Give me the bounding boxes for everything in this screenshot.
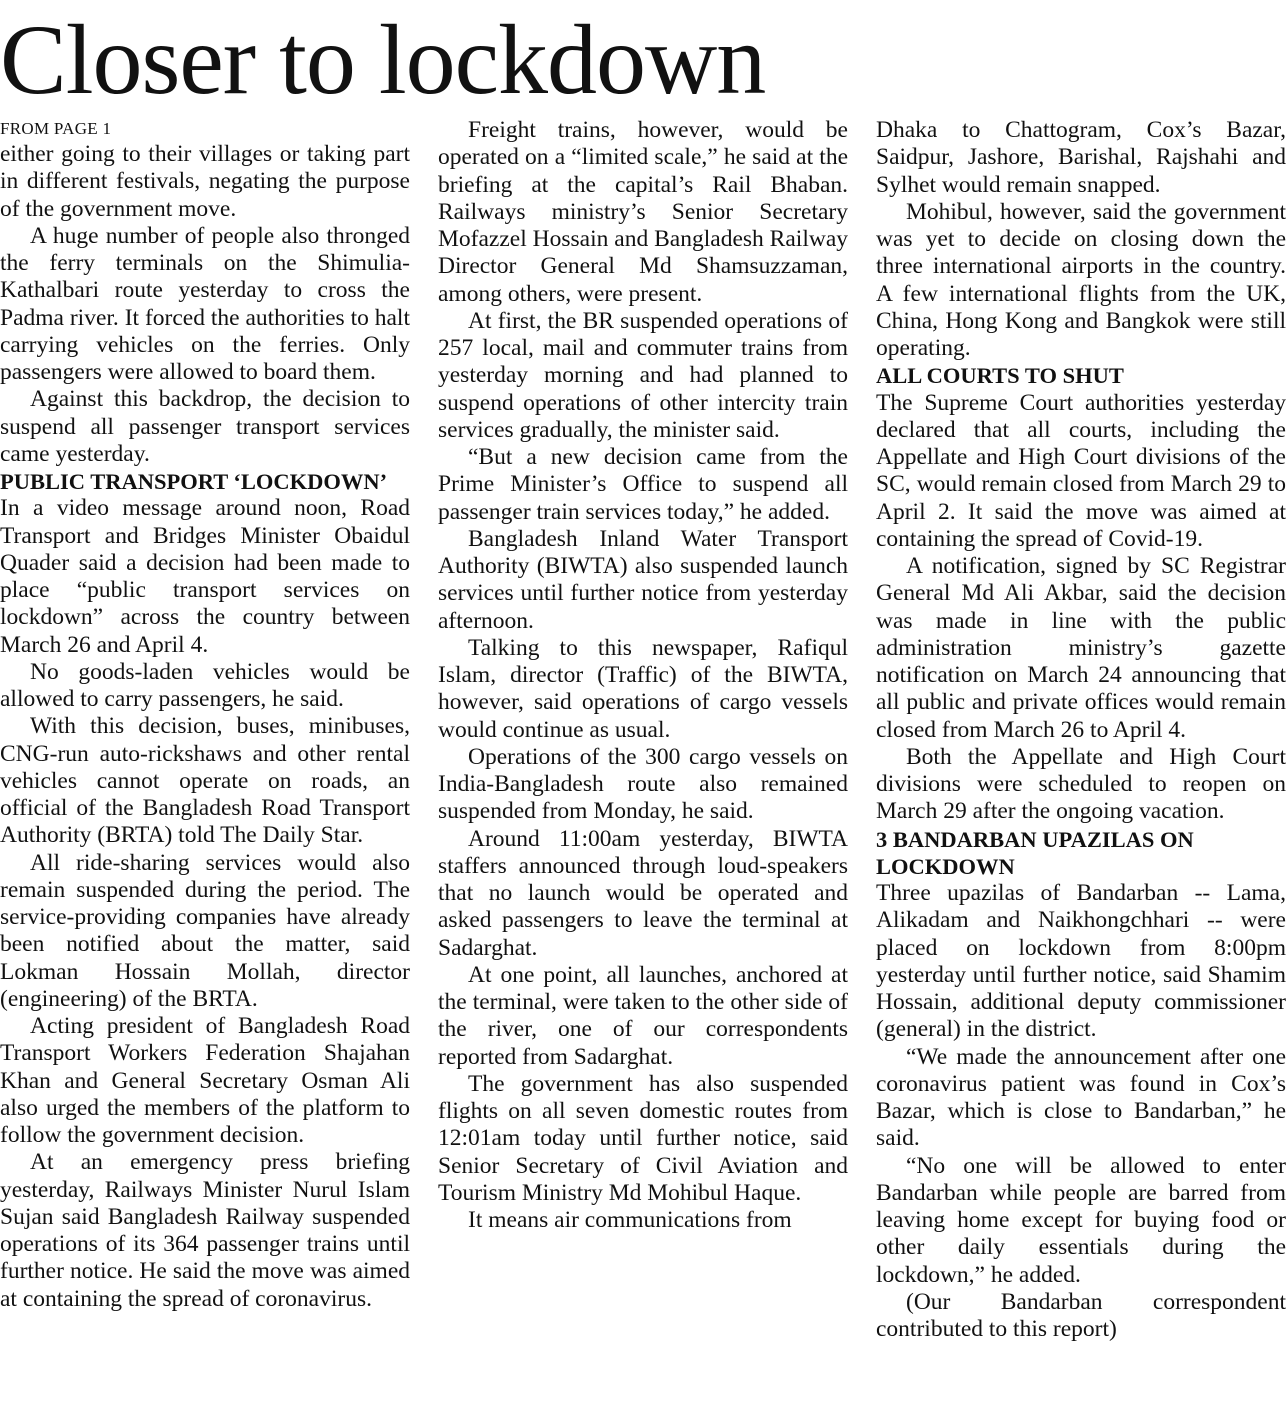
- paragraph: either going to their villages or taking part in different festivals, negating the purpose of the government move.: [0, 141, 410, 222]
- continuation-kicker: FROM PAGE 1: [0, 119, 112, 138]
- paragraph: Both the Appellate and High Court divisions were scheduled to reopen on March 29 after the ongoing vacation.: [876, 743, 1286, 825]
- paragraph: “But a new decision came from the Prime Minister’s Office to suspend all passenger train services today,” he added.: [438, 444, 848, 525]
- paragraph: Against this backdrop, the decision to suspend all passenger transport services came yesterday.: [0, 386, 410, 467]
- paragraph: “We made the announcement after one coronavirus patient was found in Cox’s Bazar, which is close to Bandarban,” he said.: [876, 1043, 1286, 1152]
- headline: Closer to lockdown: [0, 4, 766, 115]
- article-column-1: [0, 117, 410, 1313]
- paragraph: (Our Bandarban correspondent contributed to this report): [876, 1288, 1286, 1342]
- paragraph: A huge number of people also thronged the ferry terminals on the Shimulia-Kathalbari route yesterday to cross the Padma river. It forced the authorities to halt carrying vehicles on the ferries. Only passengers were allowed to board them.: [0, 222, 410, 385]
- paragraph: “No one will be allowed to enter Bandarban while people are barred from leaving home except for buying food or other daily essentials during the lockdown,” he added.: [876, 1152, 1286, 1288]
- subheading: ALL COURTS TO SHUT: [876, 363, 1124, 389]
- subheading: 3 BANDARBAN UPAZILAS ON LOCKDOWN: [876, 826, 1194, 879]
- paragraph: All ride-sharing services would also remain suspended during the period. The service-providing companies have already been notified about the matter, said Lokman Hossain Mollah, director (engineering) of the BRTA.: [0, 849, 410, 1012]
- paragraph: Bangladesh Inland Water Transport Authority (BIWTA) also suspended launch services until further notice from yesterday afternoon.: [438, 525, 848, 634]
- paragraph: Three upazilas of Bandarban -- Lama, Alikadam and Naikhongchhari -- were placed on lockdown from 8:00pm yesterday until further notice, said Shamim Hossain, additional deputy commissioner (general) in the district.: [876, 880, 1286, 1043]
- paragraph: The government has also suspended flights on all seven domestic routes from 12:01am today until further notice, said Senior Secretary of Civil Aviation and Tourism Ministry Md Mohibul Haque.: [438, 1070, 848, 1206]
- paragraph: It means air communications from: [468, 1207, 792, 1233]
- paragraph: Around 11:00am yesterday, BIWTA staffers announced through loud-speakers that no launch would be operated and asked passengers to leave the terminal at Sadarghat.: [438, 825, 848, 961]
- paragraph: At first, the BR suspended operations of 257 local, mail and commuter trains from yesterday morning and had planned to suspend operations of other intercity train services gradually, the minister said.: [438, 307, 848, 443]
- paragraph: At an emergency press briefing yesterday, Railways Minister Nurul Islam Sujan said Bangladesh Railway suspended operations of its 364 passenger trains until further notice. He said the move was aimed at containing the spread of coronavirus.: [0, 1149, 410, 1312]
- paragraph: With this decision, buses, minibuses, CNG-run auto-rickshaws and other rental vehicles cannot operate on roads, an official of the Bangladesh Road Transport Authority (BRTA) told The Daily Star.: [0, 713, 410, 849]
- paragraph: Talking to this newspaper, Rafiqul Islam, director (Traffic) of the BIWTA, however, said operations of cargo vessels would continue as usual.: [438, 634, 848, 743]
- paragraph: A notification, signed by SC Registrar General Md Ali Akbar, said the decision was made in line with the public administration ministry’s gazette notification on March 24 announcing that all public and private offices would remain closed from March 26 to April 4.: [876, 553, 1286, 743]
- paragraph: Acting president of Bangladesh Road Transport Workers Federation Shajahan Khan and General Secretary Osman Ali also urged the members of the platform to follow the government decision.: [0, 1013, 410, 1148]
- paragraph: Operations of the 300 cargo vessels on India-Bangladesh route also remained suspended from Monday, he said.: [438, 743, 848, 825]
- paragraph: Mohibul, however, said the government was yet to decide on closing down the three international airports in the country. A few international flights from the UK, China, Hong Kong and Bangkok were still operating.: [876, 198, 1286, 361]
- paragraph: No goods-laden vehicles would be allowed to carry passengers, he said.: [0, 658, 410, 712]
- paragraph: Freight trains, however, would be operated on a “limited scale,” he said at the briefing at the capital’s Rail Bhaban. Railways ministry’s Senior Secretary Mofazzel Hossain and Bangladesh Railway Director General Md Shamsuzzaman, among others, were present.: [438, 117, 848, 307]
- article-column-2: [438, 117, 848, 1234]
- article-column-3: [876, 117, 1286, 1343]
- subheading: PUBLIC TRANSPORT ‘LOCKDOWN’: [0, 469, 388, 494]
- paragraph: At one point, all launches, anchored at the terminal, were taken to the other side of the river, one of our correspondents reported from Sadarghat.: [438, 961, 848, 1070]
- paragraph: Dhaka to Chattogram, Cox’s Bazar, Saidpur, Jashore, Barishal, Rajshahi and Sylhet would remain snapped.: [876, 117, 1286, 198]
- paragraph: In a video message around noon, Road Transport and Bridges Minister Obaidul Quader said a decision had been made to place “public transport services on lockdown” across the country between March 26 and April 4.: [0, 495, 410, 658]
- paragraph: The Supreme Court authorities yesterday declared that all courts, including the Appellate and High Court divisions of the SC, would remain closed from March 29 to April 2. It said the move was aimed at containing the spread of Covid-19.: [876, 389, 1286, 552]
